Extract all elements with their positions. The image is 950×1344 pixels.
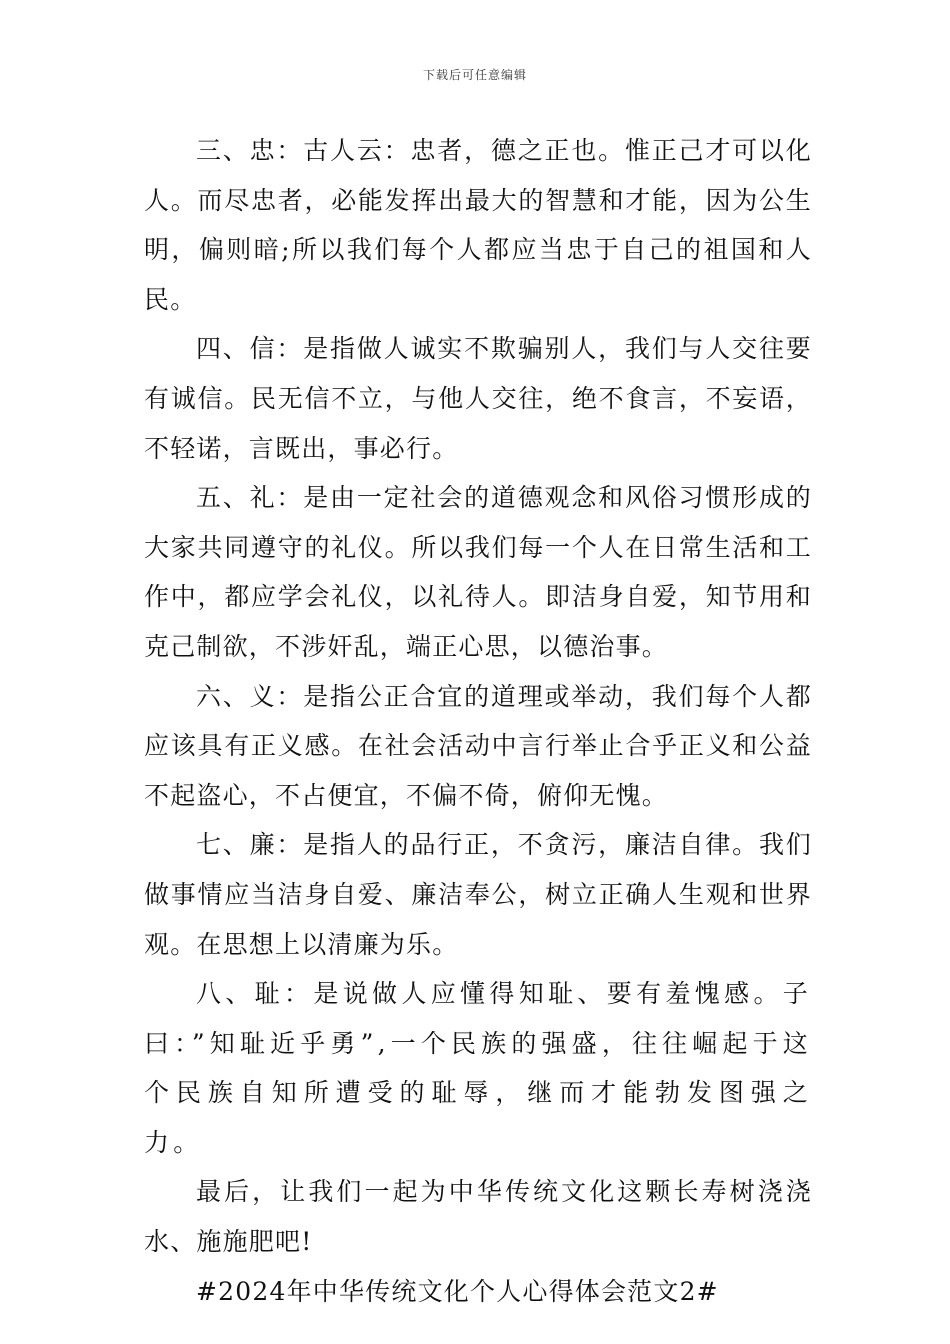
page-header: 下载后可任意编辑 xyxy=(422,68,527,82)
paragraph-trust: 四、信：是指做人诚实不欺骗别人，我们与人交往要有诚信。民无信不立，与他人交往，绝不食言，不妄语，不轻诺，言既出，事必行。 xyxy=(144,334,812,463)
paragraph-integrity: 七、廉：是指人的品行正，不贪污，廉洁自律。我们做事情应当洁身自爱、廉洁奉公，树立正确人生观和世界观。在思想上以清廉为乐。 xyxy=(144,830,812,959)
paragraph-etiquette: 五、礼：是由一定社会的道德观念和风俗习惯形成的大家共同遵守的礼仪。所以我们每一个人在日常生活和工作中，都应学会礼仪，以礼待人。即洁身自爱，知节用和克己制欲，不涉奸乱，端正心思，以德治事。 xyxy=(144,483,812,661)
paragraph-shame: 八、耻：是说做人应懂得知耻、要有羞愧感。子曰：”知耻近乎勇”,一个民族的强盛，往往崛起于这个民族自知所遭受的耻辱，继而才能勃发图强之力。 xyxy=(144,979,812,1157)
paragraph-righteousness: 六、义：是指公正合宜的道理或举动，我们每个人都应该具有正义感。在社会活动中言行举止合乎正义和公益不起盗心，不占便宜，不偏不倚，俯仰无愧。 xyxy=(144,681,812,810)
paragraph-loyalty: 三、忠：古人云：忠者，德之正也。惟正己才可以化人。而尽忠者，必能发挥出最大的智慧和才能，因为公生明，偏则暗;所以我们每个人都应当忠于自己的祖国和人民。 xyxy=(144,136,812,314)
section-heading: #2024年中华传统文化个人心得体会范文2# xyxy=(196,1276,719,1306)
document-body xyxy=(144,126,812,1316)
paragraph-conclusion: 最后，让我们一起为中华传统文化这颗长寿树浇浇水、施施肥吧! xyxy=(144,1177,812,1257)
